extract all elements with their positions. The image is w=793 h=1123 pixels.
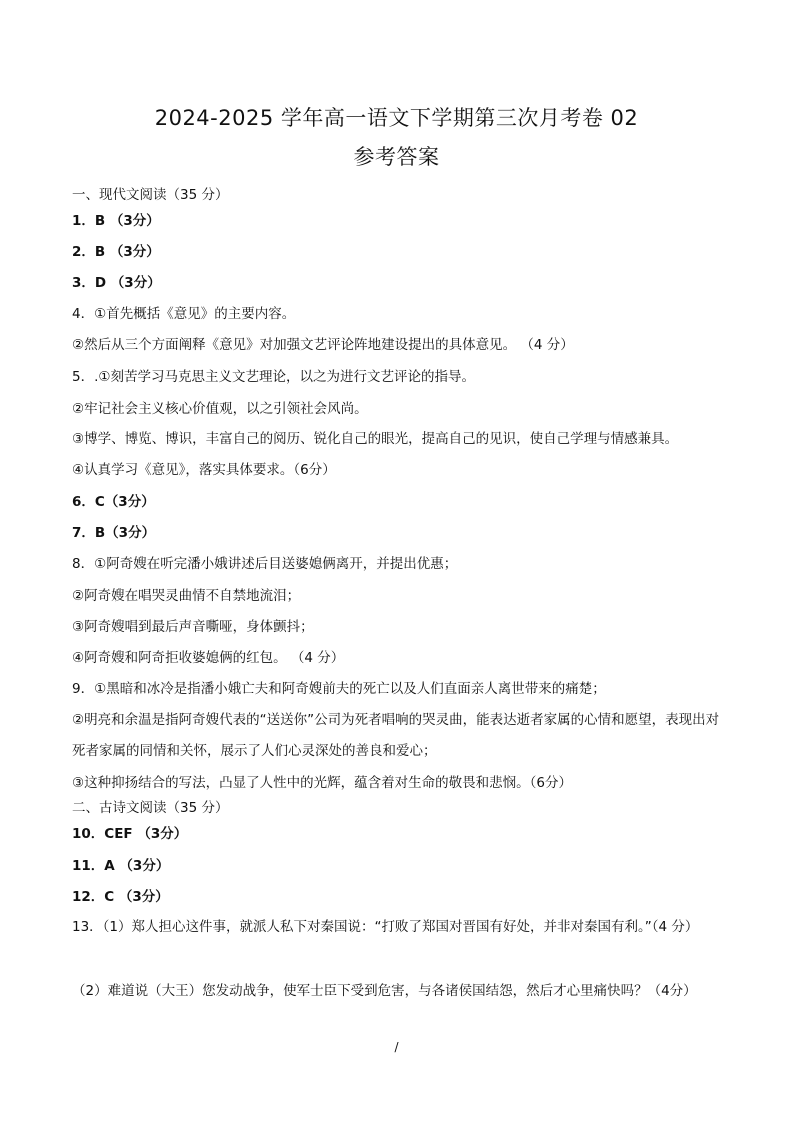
answer-line: 11．A （3分） xyxy=(72,858,170,874)
answer-line: 2．B （3分） xyxy=(72,244,160,260)
answer-line: 13．（1）郑人担心这件事，就派人私下对秦国说：“打败了郑国对晋国有好处，并非对秦国有利。”（4 分） xyxy=(72,919,699,935)
answer-line: 5．.①刻苦学习马克思主义文艺理论，以之为进行文艺评论的指导。 xyxy=(72,369,475,385)
answer-line: ③阿奇嫂唱到最后声音嘶哑，身体颤抖； xyxy=(72,619,314,635)
answer-line: 12．C （3分） xyxy=(72,889,169,905)
answer-line: ②明亮和余温是指阿奇嫂代表的“送送你”公司为死者唱响的哭灵曲，能表达逝者家属的心情和愿望，表现出对死者家属的同情和关怀，展示了人们心灵深处的善良和爱心； xyxy=(72,712,720,759)
answer-line: 3．D （3分） xyxy=(72,275,161,291)
answer-line: 6．C（3分） xyxy=(72,494,155,510)
answer-line: ④阿奇嫂和阿奇拒收婆媳俩的红包。 （4 分） xyxy=(72,650,345,666)
answer-line: ②阿奇嫂在唱哭灵曲情不自禁地流泪； xyxy=(72,588,301,604)
answer-line: ④认真学习《意见》，落实具体要求。（6分） xyxy=(72,462,336,478)
answer-line: 10．CEF （3分） xyxy=(72,826,188,842)
answer-line: 7．B（3分） xyxy=(72,525,156,541)
section-heading: 二、古诗文阅读（35 分） xyxy=(72,800,229,816)
answer-line: 4．①首先概括《意见》的主要内容。 xyxy=(72,306,296,322)
answer-line: ②牢记社会主义核心价值观，以之引领社会风尚。 xyxy=(72,401,368,417)
answer-line: ③这种抑扬结合的写法，凸显了人性中的光辉，蕴含着对生命的敬畏和悲悯。（6分） xyxy=(72,775,572,791)
answer-line: （2）难道说（大王）您发动战争，使军士臣下受到危害，与各诸侯国结怨，然后才心里痛快吗？（4分） xyxy=(72,983,697,999)
answer-line: 8．①阿奇嫂在听完潘小娥讲述后目送婆媳俩离开，并提出优惠； xyxy=(72,556,458,572)
answer-line: ③博学、博览、博识，丰富自己的阅历、锐化自己的眼光，提高自己的见识，使自己学理与情感兼具。 xyxy=(72,431,679,447)
answer-line: ②然后从三个方面阐释《意见》对加强文艺评论阵地建设提出的具体意见。 （4 分） xyxy=(72,337,574,353)
page-footer: / xyxy=(394,1040,399,1054)
answer-line: 1．B （3分） xyxy=(72,213,160,229)
page-subtitle: 参考答案 xyxy=(353,145,440,169)
answer-line: 9．①黑暗和冰冷是指潘小娥亡夫和阿奇嫂前夫的死亡以及人们直面亲人离世带来的痛楚； xyxy=(72,681,606,697)
section-heading: 一、现代文阅读（35 分） xyxy=(72,187,229,203)
page-title: 2024-2025 学年高一语文下学期第三次月考卷 02 xyxy=(154,106,639,130)
